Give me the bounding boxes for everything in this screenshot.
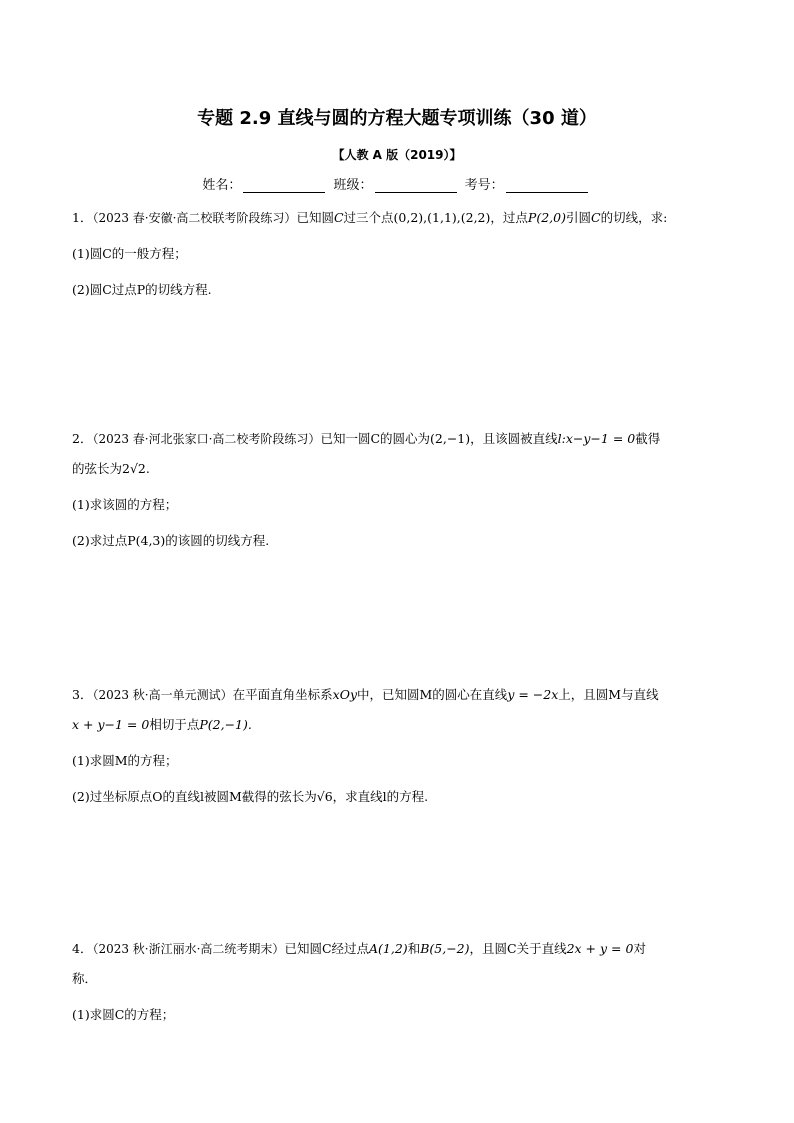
- math-expression: P(2,−1).: [199, 717, 252, 732]
- question-3-part-2: (2)过坐标原点O的直线l被圆M截得的弦长为√6，求直线l的方程.: [72, 789, 429, 804]
- question-1: [72, 209, 724, 299]
- question-number: 1．: [72, 210, 93, 225]
- math-symbol: C: [333, 210, 344, 225]
- math-expression: 2√2: [122, 461, 146, 476]
- question-source: （2023 春·安徽·高二校联考阶段练习）: [92, 211, 297, 225]
- edition-subtitle: 【人教 A 版（2019）】: [332, 148, 462, 162]
- question-1-stem: [72, 209, 724, 227]
- math-expression: y = −2x: [507, 687, 559, 702]
- question-4-stem-cont: 称．: [72, 971, 98, 986]
- page-title: 专题 2.9 直线与圆的方程大题专项训练（30 道）: [197, 108, 597, 129]
- question-3: [72, 686, 724, 806]
- question-text: ，且圆C关于直线: [469, 941, 567, 956]
- name-label: 姓名：: [202, 178, 242, 193]
- question-text: 在平面直角坐标系: [232, 687, 333, 702]
- math-expression: (0,2),(1,1),(2,2): [393, 210, 491, 225]
- math-expression: A(1,2): [369, 941, 408, 956]
- math-expression: l:x−y−1 = 0: [557, 431, 636, 446]
- class-label: 班级：: [333, 178, 373, 193]
- exam-blank[interactable]: [506, 179, 588, 193]
- question-source: （2023 秋·高一单元测试）: [92, 688, 233, 702]
- question-4: [72, 940, 724, 1024]
- question-text: 和: [407, 941, 421, 956]
- question-3-stem: [72, 686, 724, 704]
- question-text: 相切于点: [149, 717, 200, 732]
- math-expression: 2x + y = 0: [566, 941, 634, 956]
- name-blank[interactable]: [243, 179, 325, 193]
- question-3-part-1: (1)求圆M的方程；: [72, 753, 178, 768]
- math-expression: x + y−1 = 0: [72, 717, 150, 732]
- question-text: 截得: [635, 431, 661, 446]
- question-number: 4．: [72, 941, 93, 956]
- question-text: ，过点: [490, 210, 528, 225]
- question-2-stem-cont: 的弦长为2√2.: [72, 461, 150, 476]
- question-1-part-2: (2)圆C过点P的切线方程.: [72, 282, 212, 297]
- question-number: 2．: [72, 431, 93, 446]
- question-text: 中，已知圆M的圆心在直线: [357, 687, 508, 702]
- math-expression: B(5,−2): [420, 941, 470, 956]
- question-text: 的弦长为: [72, 461, 123, 476]
- math-symbol: C: [590, 210, 601, 225]
- question-text: 已知圆: [296, 210, 334, 225]
- question-text: 过三个点: [343, 210, 394, 225]
- question-2-part-1: (1)求该圆的方程；: [72, 497, 178, 512]
- question-text: 的切线，求:: [600, 210, 668, 225]
- question-text: 已知一圆C的圆心为: [320, 431, 431, 446]
- question-4-part-1: (1)求圆C的方程；: [72, 1007, 175, 1022]
- question-2: [72, 430, 724, 550]
- question-text: 对: [633, 941, 646, 956]
- question-2-stem: [72, 430, 724, 448]
- math-expression: P(2,0): [527, 210, 566, 225]
- math-expression: (2,−1): [430, 431, 471, 446]
- question-3-stem-cont: [72, 716, 724, 734]
- class-blank[interactable]: [375, 179, 457, 193]
- exam-label: 考号：: [464, 178, 504, 193]
- question-4-stem: [72, 940, 724, 958]
- question-text: 已知圆C经过点: [284, 941, 370, 956]
- question-source: （2023 春·河北张家口·高二校考阶段练习）: [92, 432, 321, 446]
- question-text: ，且该圆被直线: [470, 431, 558, 446]
- question-text: 引圆: [565, 210, 591, 225]
- math-expression: xOy: [332, 687, 357, 702]
- question-1-part-1: (1)圆C的一般方程；: [72, 246, 187, 261]
- question-number: 3．: [72, 687, 93, 702]
- question-text: 上，且圆M与直线: [558, 687, 659, 702]
- question-source: （2023 秋·浙江丽水·高二统考期末）: [92, 942, 285, 956]
- student-info-row: [0, 174, 794, 193]
- question-2-part-2: (2)求过点P(4,3)的该圆的切线方程.: [72, 533, 270, 548]
